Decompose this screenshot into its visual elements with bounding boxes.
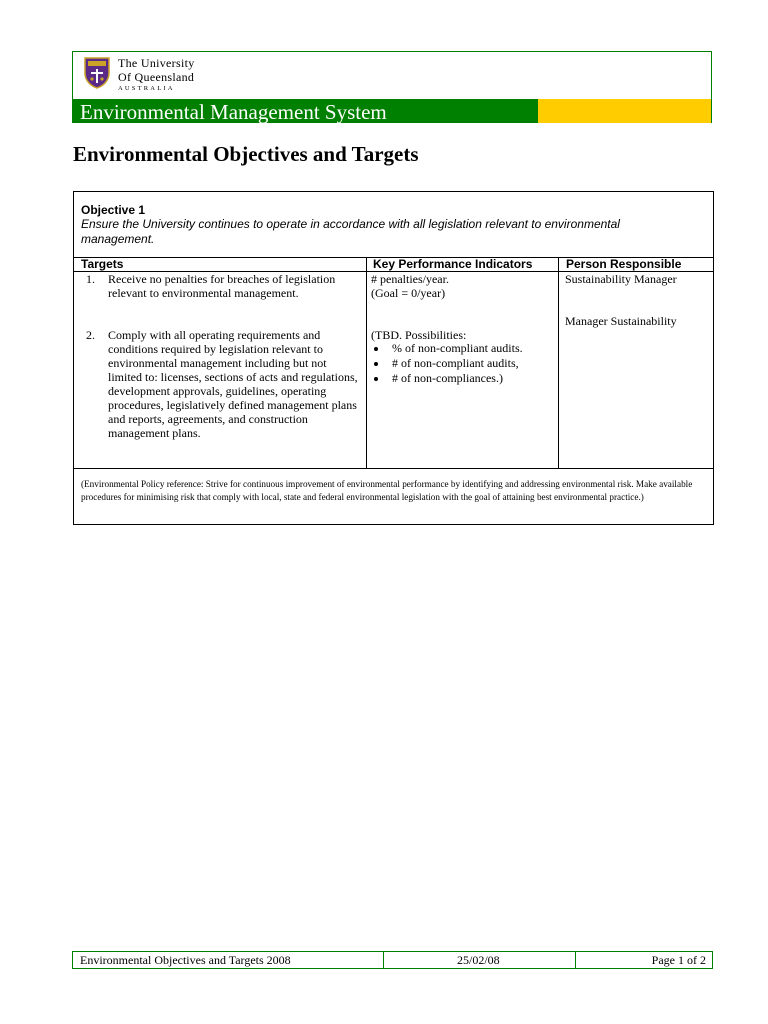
- target-number: 2.: [86, 328, 95, 342]
- footer-document-title: Environmental Objectives and Targets 2008: [80, 953, 291, 967]
- list-item: [371, 356, 561, 371]
- system-title: Environmental Management System: [80, 100, 387, 124]
- footer-divider-2: [575, 952, 576, 968]
- objective-heading: Objective 1: [81, 203, 146, 217]
- page-footer: [72, 951, 713, 969]
- kpi-item-text: # of non-compliances.): [392, 371, 503, 385]
- bullet-icon: [374, 347, 378, 351]
- kpi-text: # penalties/year.: [371, 272, 449, 286]
- bullet-icon: [374, 377, 378, 381]
- person-responsible: Manager Sustainability: [565, 314, 677, 328]
- banner-yellow-segment: [538, 99, 711, 123]
- kpi-goal: (Goal = 0/year): [371, 286, 446, 300]
- university-name: [118, 57, 195, 93]
- list-item: [371, 341, 561, 356]
- objective-description: Ensure the University continues to operate in accordance with all legislation relevant to environmental management.: [81, 217, 620, 246]
- footer-date: 25/02/08: [457, 953, 500, 967]
- document-header: [72, 51, 712, 123]
- objective-table: [73, 191, 714, 525]
- page-title: Environmental Objectives and Targets: [73, 142, 419, 166]
- university-name-line2: Of Queensland: [118, 70, 195, 84]
- bullet-icon: [374, 362, 378, 366]
- column-header-kpi: Key Performance Indicators: [373, 257, 533, 271]
- kpi-item-text: % of non-compliant audits.: [392, 341, 523, 355]
- kpi-list: [371, 341, 561, 386]
- person-responsible: Sustainability Manager: [565, 272, 677, 286]
- kpi-intro: (TBD. Possibilities:: [371, 328, 467, 342]
- column-divider-1: [366, 257, 367, 468]
- footer-divider-1: [383, 952, 384, 968]
- title-banner: [73, 99, 711, 123]
- column-header-person: Person Responsible: [566, 257, 682, 271]
- target-text: Receive no penalties for breaches of legislation relevant to environmental management.: [108, 272, 336, 300]
- university-country: AUSTRALIA: [118, 85, 175, 92]
- university-name-line1: The University: [118, 56, 195, 70]
- target-number: 1.: [86, 272, 95, 286]
- university-crest-icon: [84, 57, 110, 89]
- column-header-targets: Targets: [81, 257, 124, 271]
- list-item: [371, 371, 561, 386]
- kpi-cell: [371, 272, 556, 300]
- policy-reference: (Environmental Policy reference: Strive for continuous improvement of environmental performance by identifying and addressing environmental risk. Make available procedures for minimising risk that comply with local, state and federal environmental legislation with the goal of attaining best environmental practice.): [81, 479, 693, 502]
- kpi-item-text: # of non-compliant audits,: [392, 356, 519, 370]
- footer-page-number: Page 1 of 2: [651, 953, 706, 967]
- target-text: Comply with all operating requirements and conditions required by legislation relevant to environmental management including but not limited to: licenses, sections of acts and regulations, development approvals, guidelines, operating procedures, legislatively defined management plans and reports, agreements, and construction management plans.: [108, 328, 358, 440]
- policy-top-rule: [74, 468, 713, 469]
